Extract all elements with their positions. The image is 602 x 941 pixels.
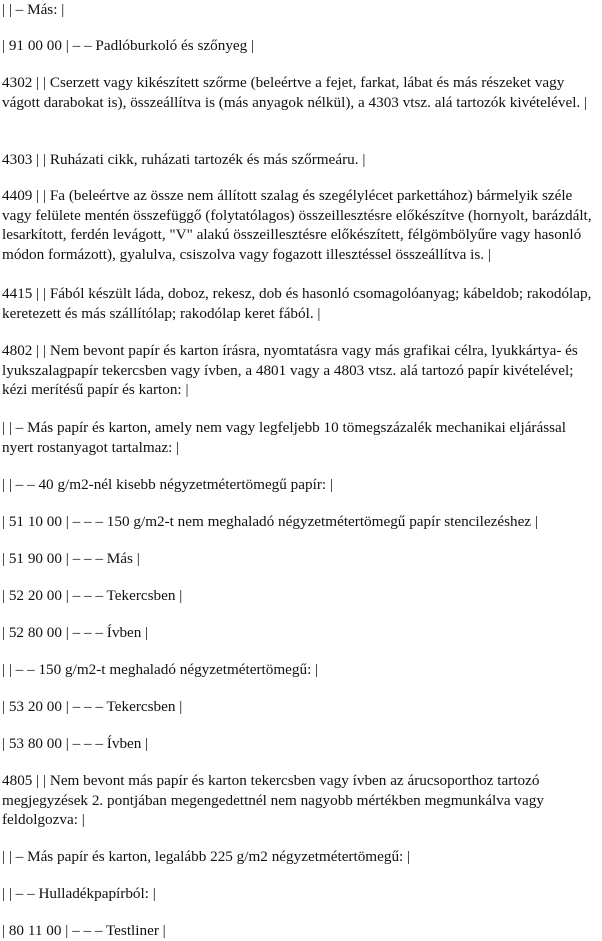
text-paragraph: 4802 | | Nem bevont papír és karton írásra, nyomtatásra vagy más grafikai célra, lyukkártya- és lyukszalagpapír tekercsben vagy ívben, a 4801 vagy a 4803 vtsz. alá tartozó papír kivételével; kézi merítésű papír és karton: | xyxy=(2,342,578,398)
text-line: 4303 | | Ruházati cikk, ruházati tartozék és más szőrmeáru. | xyxy=(2,151,366,168)
text-line: | 52 80 00 | – – – Ívben | xyxy=(2,624,149,641)
text-line: | | – Más papír és karton, legalább 225 g/m2 négyzetmétertömegű: | xyxy=(2,848,411,865)
text-line: | 51 10 00 | – – – 150 g/m2-t nem meghaladó négyzetmétertömegű papír stencilezéshez | xyxy=(2,513,538,530)
text-paragraph: | | – Más papír és karton, amely nem vagy legfeljebb 10 tömegszázalék mechanikai eljárással nyert rostanyagot tartalmaz: | xyxy=(2,419,567,456)
text-line: | 53 20 00 | – – – Tekercsben | xyxy=(2,698,183,715)
text-line: | | – Más: | xyxy=(2,1,65,18)
text-line: | 53 80 00 | – – – Ívben | xyxy=(2,735,149,752)
text-paragraph: 4409 | | Fa (beleértve az össze nem állított szalag és szegélylécet parkettához) bármelyik széle vagy felülete mentén összefüggő (folytatólagos) összeillesztésre előkészítve (hornyolt, barázdált, lesarkított, ferdén levágott, "V" alakú összeillesztésre előkészített, félgömbölyűre vagy hasonló módon formázott), gyalulva, csiszolva vagy fogazott illesztéssel összeállítva is. | xyxy=(2,187,592,263)
text-line: | 91 00 00 | – – Padlóburkoló és szőnyeg | xyxy=(2,37,255,54)
text-line: | | – – 40 g/m2-nél kisebb négyzetmétertömegű papír: | xyxy=(2,476,333,493)
text-line: | 51 90 00 | – – – Más | xyxy=(2,550,140,567)
text-line: | 52 20 00 | – – – Tekercsben | xyxy=(2,587,183,604)
text-paragraph: 4302 | | Cserzett vagy kikészített szőrme (beleértve a fejet, farkat, lábat és más részeket vagy vágott darabokat is), összeállítva is (más anyagok nélkül), a 4303 vtsz. alá tartozók kivételével. | xyxy=(2,74,588,111)
text-line: | 80 11 00 | – – – Testliner | xyxy=(2,922,166,939)
text-paragraph: 4805 | | Nem bevont más papír és karton tekercsben vagy ívben az árucsoporthoz tartozó megjegyzések 2. pontjában megengedettnél nem nagyobb mértékben megmunkálva vagy feldolgozva: | xyxy=(2,772,544,828)
text-line: | | – – Hulladékpapírból: | xyxy=(2,885,156,902)
text-paragraph: 4415 | | Fából készült láda, doboz, rekesz, dob és hasonló csomagolóanyag; kábeldob; rakodólap, keretezett és más szállítólap; rakodólap keret fából. | xyxy=(2,285,592,322)
text-line: | | – – 150 g/m2-t meghaladó négyzetmétertömegű: | xyxy=(2,661,319,678)
